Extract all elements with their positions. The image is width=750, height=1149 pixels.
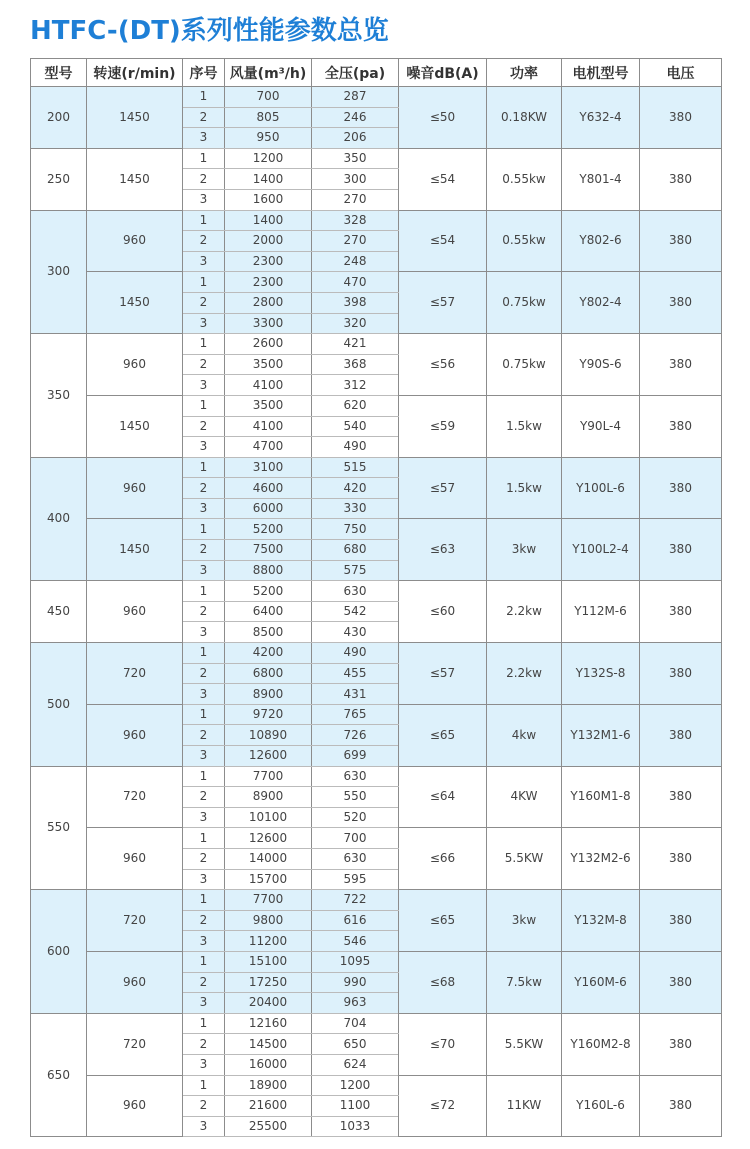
- voltage-cell: 380: [640, 457, 722, 519]
- pressure-cell: 630: [312, 848, 399, 869]
- airflow-cell: 3500: [225, 395, 312, 416]
- voltage-cell: 380: [640, 519, 722, 581]
- motor-cell: Y802-6: [562, 210, 640, 272]
- power-cell: 4kw: [487, 704, 562, 766]
- airflow-cell: 8900: [225, 787, 312, 808]
- voltage-cell: 380: [640, 1013, 722, 1075]
- airflow-cell: 10100: [225, 807, 312, 828]
- noise-cell: ≤57: [399, 643, 487, 705]
- pressure-cell: 546: [312, 931, 399, 952]
- power-cell: 2.2kw: [487, 643, 562, 705]
- airflow-cell: 1600: [225, 189, 312, 210]
- voltage-cell: 380: [640, 951, 722, 1013]
- airflow-cell: 2000: [225, 231, 312, 252]
- speed-cell: 720: [87, 766, 183, 828]
- header-seq: 序号: [183, 59, 225, 87]
- speed-cell: 720: [87, 643, 183, 705]
- seq-cell: 2: [183, 1096, 225, 1117]
- seq-cell: 2: [183, 107, 225, 128]
- motor-cell: Y90S-6: [562, 334, 640, 396]
- header-speed: 转速(r/min): [87, 59, 183, 87]
- seq-cell: 1: [183, 1013, 225, 1034]
- airflow-cell: 25500: [225, 1116, 312, 1137]
- pressure-cell: 726: [312, 725, 399, 746]
- model-cell: 300: [31, 210, 87, 334]
- pressure-cell: 300: [312, 169, 399, 190]
- airflow-cell: 2300: [225, 251, 312, 272]
- airflow-cell: 9720: [225, 704, 312, 725]
- airflow-cell: 6800: [225, 663, 312, 684]
- seq-cell: 2: [183, 787, 225, 808]
- noise-cell: ≤72: [399, 1075, 487, 1137]
- power-cell: 0.55kw: [487, 148, 562, 210]
- seq-cell: 3: [183, 684, 225, 705]
- table-row: [31, 704, 722, 725]
- noise-cell: ≤63: [399, 519, 487, 581]
- seq-cell: 2: [183, 601, 225, 622]
- noise-cell: ≤68: [399, 951, 487, 1013]
- pressure-cell: 368: [312, 354, 399, 375]
- airflow-cell: 14500: [225, 1034, 312, 1055]
- airflow-cell: 5200: [225, 519, 312, 540]
- table-row: [31, 519, 722, 540]
- pressure-cell: 515: [312, 457, 399, 478]
- seq-cell: 1: [183, 951, 225, 972]
- pressure-cell: 330: [312, 498, 399, 519]
- speed-cell: 960: [87, 1075, 183, 1137]
- model-cell: 600: [31, 890, 87, 1014]
- airflow-cell: 4100: [225, 375, 312, 396]
- noise-cell: ≤57: [399, 457, 487, 519]
- pressure-cell: 540: [312, 416, 399, 437]
- speed-cell: 960: [87, 581, 183, 643]
- motor-cell: Y132S-8: [562, 643, 640, 705]
- seq-cell: 2: [183, 540, 225, 561]
- table-row: [31, 828, 722, 849]
- airflow-cell: 1200: [225, 148, 312, 169]
- voltage-cell: 380: [640, 581, 722, 643]
- spec-table: [30, 58, 722, 1137]
- motor-cell: Y100L-6: [562, 457, 640, 519]
- speed-cell: 1450: [87, 272, 183, 334]
- pressure-cell: 1095: [312, 951, 399, 972]
- model-cell: 200: [31, 87, 87, 149]
- pressure-cell: 420: [312, 478, 399, 499]
- voltage-cell: 380: [640, 643, 722, 705]
- motor-cell: Y132M1-6: [562, 704, 640, 766]
- pressure-cell: 312: [312, 375, 399, 396]
- seq-cell: 2: [183, 848, 225, 869]
- seq-cell: 2: [183, 910, 225, 931]
- seq-cell: 2: [183, 972, 225, 993]
- seq-cell: 1: [183, 581, 225, 602]
- pressure-cell: 765: [312, 704, 399, 725]
- power-cell: 5.5KW: [487, 1013, 562, 1075]
- pressure-cell: 270: [312, 189, 399, 210]
- header-pressure: 全压(pa): [312, 59, 399, 87]
- pressure-cell: 1100: [312, 1096, 399, 1117]
- pressure-cell: 431: [312, 684, 399, 705]
- airflow-cell: 2800: [225, 292, 312, 313]
- motor-cell: Y132M2-6: [562, 828, 640, 890]
- header-airflow: 风量(m³/h): [225, 59, 312, 87]
- model-cell: 550: [31, 766, 87, 890]
- seq-cell: 3: [183, 869, 225, 890]
- table-row: [31, 643, 722, 664]
- pressure-cell: 550: [312, 787, 399, 808]
- seq-cell: 2: [183, 725, 225, 746]
- pressure-cell: 1200: [312, 1075, 399, 1096]
- airflow-cell: 3100: [225, 457, 312, 478]
- seq-cell: 3: [183, 560, 225, 581]
- seq-cell: 2: [183, 663, 225, 684]
- table-row: [31, 766, 722, 787]
- power-cell: 5.5KW: [487, 828, 562, 890]
- motor-cell: Y160M-6: [562, 951, 640, 1013]
- noise-cell: ≤64: [399, 766, 487, 828]
- model-cell: 250: [31, 148, 87, 210]
- page-title: HTFC-(DT)系列性能参数总览: [30, 16, 389, 46]
- noise-cell: ≤54: [399, 148, 487, 210]
- speed-cell: 1450: [87, 148, 183, 210]
- header-row: [31, 59, 722, 87]
- airflow-cell: 4700: [225, 437, 312, 458]
- motor-cell: Y160M1-8: [562, 766, 640, 828]
- airflow-cell: 700: [225, 87, 312, 108]
- pressure-cell: 575: [312, 560, 399, 581]
- seq-cell: 1: [183, 148, 225, 169]
- power-cell: 0.75kw: [487, 272, 562, 334]
- airflow-cell: 5200: [225, 581, 312, 602]
- pressure-cell: 270: [312, 231, 399, 252]
- power-cell: 3kw: [487, 890, 562, 952]
- seq-cell: 1: [183, 519, 225, 540]
- voltage-cell: 380: [640, 766, 722, 828]
- table-row: [31, 272, 722, 293]
- seq-cell: 3: [183, 622, 225, 643]
- pressure-cell: 248: [312, 251, 399, 272]
- seq-cell: 2: [183, 478, 225, 499]
- pressure-cell: 542: [312, 601, 399, 622]
- table-body: [31, 87, 722, 1137]
- voltage-cell: 380: [640, 210, 722, 272]
- speed-cell: 960: [87, 210, 183, 272]
- airflow-cell: 6000: [225, 498, 312, 519]
- airflow-cell: 12600: [225, 746, 312, 767]
- pressure-cell: 699: [312, 746, 399, 767]
- pressure-cell: 700: [312, 828, 399, 849]
- seq-cell: 1: [183, 766, 225, 787]
- seq-cell: 3: [183, 1054, 225, 1075]
- model-cell: 350: [31, 334, 87, 458]
- noise-cell: ≤70: [399, 1013, 487, 1075]
- pressure-cell: 680: [312, 540, 399, 561]
- header-power: 功率: [487, 59, 562, 87]
- table-row: [31, 951, 722, 972]
- voltage-cell: 380: [640, 395, 722, 457]
- seq-cell: 1: [183, 87, 225, 108]
- header-voltage: 电压: [640, 59, 722, 87]
- pressure-cell: 320: [312, 313, 399, 334]
- seq-cell: 3: [183, 437, 225, 458]
- airflow-cell: 805: [225, 107, 312, 128]
- airflow-cell: 12600: [225, 828, 312, 849]
- airflow-cell: 18900: [225, 1075, 312, 1096]
- pressure-cell: 616: [312, 910, 399, 931]
- power-cell: 3kw: [487, 519, 562, 581]
- noise-cell: ≤54: [399, 210, 487, 272]
- power-cell: 0.18KW: [487, 87, 562, 149]
- pressure-cell: 624: [312, 1054, 399, 1075]
- seq-cell: 1: [183, 395, 225, 416]
- motor-cell: Y132M-8: [562, 890, 640, 952]
- airflow-cell: 3500: [225, 354, 312, 375]
- airflow-cell: 8800: [225, 560, 312, 581]
- voltage-cell: 380: [640, 1075, 722, 1137]
- airflow-cell: 6400: [225, 601, 312, 622]
- seq-cell: 3: [183, 375, 225, 396]
- speed-cell: 1450: [87, 519, 183, 581]
- speed-cell: 1450: [87, 87, 183, 149]
- airflow-cell: 10890: [225, 725, 312, 746]
- table-row: [31, 87, 722, 108]
- seq-cell: 3: [183, 189, 225, 210]
- power-cell: 0.75kw: [487, 334, 562, 396]
- noise-cell: ≤65: [399, 890, 487, 952]
- airflow-cell: 15100: [225, 951, 312, 972]
- seq-cell: 2: [183, 1034, 225, 1055]
- seq-cell: 3: [183, 313, 225, 334]
- pressure-cell: 704: [312, 1013, 399, 1034]
- airflow-cell: 14000: [225, 848, 312, 869]
- motor-cell: Y632-4: [562, 87, 640, 149]
- noise-cell: ≤66: [399, 828, 487, 890]
- voltage-cell: 380: [640, 334, 722, 396]
- voltage-cell: 380: [640, 828, 722, 890]
- pressure-cell: 490: [312, 643, 399, 664]
- seq-cell: 3: [183, 993, 225, 1014]
- pressure-cell: 490: [312, 437, 399, 458]
- power-cell: 0.55kw: [487, 210, 562, 272]
- seq-cell: 2: [183, 416, 225, 437]
- table-row: [31, 210, 722, 231]
- model-cell: 450: [31, 581, 87, 643]
- seq-cell: 3: [183, 1116, 225, 1137]
- pressure-cell: 620: [312, 395, 399, 416]
- pressure-cell: 630: [312, 581, 399, 602]
- airflow-cell: 2600: [225, 334, 312, 355]
- airflow-cell: 950: [225, 128, 312, 149]
- seq-cell: 1: [183, 272, 225, 293]
- pressure-cell: 990: [312, 972, 399, 993]
- airflow-cell: 7700: [225, 766, 312, 787]
- header-motor: 电机型号: [562, 59, 640, 87]
- seq-cell: 3: [183, 807, 225, 828]
- airflow-cell: 7700: [225, 890, 312, 911]
- airflow-cell: 3300: [225, 313, 312, 334]
- airflow-cell: 7500: [225, 540, 312, 561]
- seq-cell: 1: [183, 890, 225, 911]
- speed-cell: 720: [87, 1013, 183, 1075]
- seq-cell: 3: [183, 251, 225, 272]
- pressure-cell: 246: [312, 107, 399, 128]
- airflow-cell: 4200: [225, 643, 312, 664]
- pressure-cell: 206: [312, 128, 399, 149]
- speed-cell: 1450: [87, 395, 183, 457]
- power-cell: 11KW: [487, 1075, 562, 1137]
- airflow-cell: 12160: [225, 1013, 312, 1034]
- table-row: [31, 395, 722, 416]
- pressure-cell: 287: [312, 87, 399, 108]
- noise-cell: ≤59: [399, 395, 487, 457]
- pressure-cell: 750: [312, 519, 399, 540]
- speed-cell: 960: [87, 828, 183, 890]
- power-cell: 4KW: [487, 766, 562, 828]
- noise-cell: ≤50: [399, 87, 487, 149]
- motor-cell: Y160M2-8: [562, 1013, 640, 1075]
- table-row: [31, 1013, 722, 1034]
- seq-cell: 2: [183, 169, 225, 190]
- airflow-cell: 15700: [225, 869, 312, 890]
- power-cell: 2.2kw: [487, 581, 562, 643]
- seq-cell: 3: [183, 128, 225, 149]
- seq-cell: 1: [183, 457, 225, 478]
- table-row: [31, 457, 722, 478]
- seq-cell: 2: [183, 354, 225, 375]
- seq-cell: 1: [183, 210, 225, 231]
- airflow-cell: 17250: [225, 972, 312, 993]
- pressure-cell: 650: [312, 1034, 399, 1055]
- airflow-cell: 1400: [225, 169, 312, 190]
- motor-cell: Y90L-4: [562, 395, 640, 457]
- pressure-cell: 595: [312, 869, 399, 890]
- pressure-cell: 630: [312, 766, 399, 787]
- speed-cell: 960: [87, 704, 183, 766]
- seq-cell: 1: [183, 828, 225, 849]
- pressure-cell: 470: [312, 272, 399, 293]
- voltage-cell: 380: [640, 272, 722, 334]
- noise-cell: ≤60: [399, 581, 487, 643]
- seq-cell: 2: [183, 231, 225, 252]
- seq-cell: 2: [183, 292, 225, 313]
- seq-cell: 1: [183, 704, 225, 725]
- seq-cell: 1: [183, 334, 225, 355]
- pressure-cell: 1033: [312, 1116, 399, 1137]
- table-row: [31, 334, 722, 355]
- speed-cell: 960: [87, 951, 183, 1013]
- seq-cell: 1: [183, 643, 225, 664]
- seq-cell: 3: [183, 498, 225, 519]
- airflow-cell: 16000: [225, 1054, 312, 1075]
- seq-cell: 3: [183, 746, 225, 767]
- model-cell: 400: [31, 457, 87, 581]
- airflow-cell: 4100: [225, 416, 312, 437]
- voltage-cell: 380: [640, 148, 722, 210]
- airflow-cell: 1400: [225, 210, 312, 231]
- header-noise: 噪音dB(A): [399, 59, 487, 87]
- table-row: [31, 1075, 722, 1096]
- speed-cell: 960: [87, 334, 183, 396]
- motor-cell: Y160L-6: [562, 1075, 640, 1137]
- model-cell: 650: [31, 1013, 87, 1137]
- airflow-cell: 8500: [225, 622, 312, 643]
- motor-cell: Y112M-6: [562, 581, 640, 643]
- airflow-cell: 20400: [225, 993, 312, 1014]
- voltage-cell: 380: [640, 890, 722, 952]
- airflow-cell: 2300: [225, 272, 312, 293]
- noise-cell: ≤56: [399, 334, 487, 396]
- table-row: [31, 890, 722, 911]
- pressure-cell: 421: [312, 334, 399, 355]
- pressure-cell: 520: [312, 807, 399, 828]
- pressure-cell: 398: [312, 292, 399, 313]
- noise-cell: ≤57: [399, 272, 487, 334]
- pressure-cell: 350: [312, 148, 399, 169]
- motor-cell: Y100L2-4: [562, 519, 640, 581]
- motor-cell: Y801-4: [562, 148, 640, 210]
- airflow-cell: 8900: [225, 684, 312, 705]
- airflow-cell: 4600: [225, 478, 312, 499]
- noise-cell: ≤65: [399, 704, 487, 766]
- motor-cell: Y802-4: [562, 272, 640, 334]
- power-cell: 1.5kw: [487, 457, 562, 519]
- power-cell: 1.5kw: [487, 395, 562, 457]
- pressure-cell: 722: [312, 890, 399, 911]
- power-cell: 7.5kw: [487, 951, 562, 1013]
- header-model: 型号: [31, 59, 87, 87]
- model-cell: 500: [31, 643, 87, 767]
- pressure-cell: 455: [312, 663, 399, 684]
- airflow-cell: 9800: [225, 910, 312, 931]
- table-row: [31, 148, 722, 169]
- speed-cell: 720: [87, 890, 183, 952]
- airflow-cell: 21600: [225, 1096, 312, 1117]
- seq-cell: 1: [183, 1075, 225, 1096]
- pressure-cell: 430: [312, 622, 399, 643]
- voltage-cell: 380: [640, 704, 722, 766]
- speed-cell: 960: [87, 457, 183, 519]
- voltage-cell: 380: [640, 87, 722, 149]
- table-row: [31, 581, 722, 602]
- pressure-cell: 328: [312, 210, 399, 231]
- airflow-cell: 11200: [225, 931, 312, 952]
- pressure-cell: 963: [312, 993, 399, 1014]
- seq-cell: 3: [183, 931, 225, 952]
